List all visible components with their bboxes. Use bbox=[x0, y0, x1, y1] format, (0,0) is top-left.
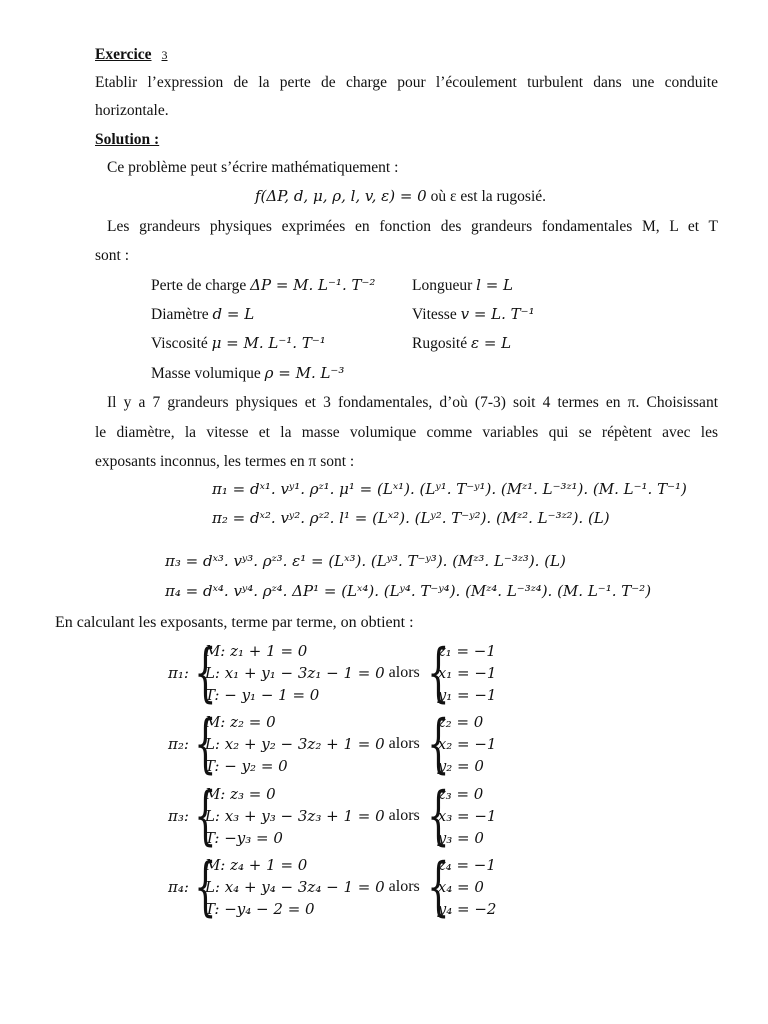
quantity-expr: d = L bbox=[212, 305, 255, 323]
quantity-longueur bbox=[412, 276, 513, 295]
system-pi-1 bbox=[168, 636, 497, 710]
quantity-label: Rugosité bbox=[412, 335, 468, 352]
main-equation-tail: où ε est la rugosié. bbox=[430, 188, 547, 205]
system-res: x₃ = −1 bbox=[437, 807, 497, 825]
alors-word: alors bbox=[388, 807, 420, 824]
left-brace-icon: { bbox=[426, 707, 450, 781]
system-res: x₁ = −1 bbox=[437, 664, 497, 682]
system-res: z₁ = −1 bbox=[437, 642, 496, 660]
quantity-label: Diamètre bbox=[151, 306, 209, 323]
system-res: y₂ = 0 bbox=[437, 757, 484, 775]
quantity-expr: ρ = M. L⁻³ bbox=[264, 364, 345, 382]
system-equations bbox=[205, 783, 385, 849]
quantity-label: Viscosité bbox=[151, 335, 208, 352]
pi-term-1: π₁ = dˣ¹. vʸ¹. ρᶻ¹. μ¹ = (Lˣ¹). (Lʸ¹. T⁻ʸ¹). (Mᶻ¹. L⁻³ᶻ¹). (M. L⁻¹. T⁻¹) bbox=[212, 480, 687, 498]
alors-word: alors bbox=[388, 878, 420, 895]
main-equation bbox=[255, 187, 546, 206]
system-equations bbox=[205, 711, 385, 777]
system-eq: M: z₄ + 1 = 0 bbox=[204, 856, 308, 874]
quantity-expr: v = L. T⁻¹ bbox=[460, 305, 535, 323]
quantity-masse-volumique bbox=[151, 364, 344, 383]
quantity-perte-de-charge bbox=[151, 276, 375, 295]
system-pi-4 bbox=[168, 850, 497, 924]
system-res: z₂ = 0 bbox=[437, 713, 484, 731]
left-brace-icon: { bbox=[194, 850, 217, 924]
exercise-number: 3 bbox=[161, 48, 168, 62]
exercise-title: Exercice bbox=[95, 46, 152, 63]
system-eq: L: x₂ + y₂ − 3z₂ + 1 = 0 bbox=[204, 735, 385, 753]
exponent-intro: En calculant les exposants, terme par terme, on obtient : bbox=[55, 614, 414, 631]
system-eq: T: −y₃ = 0 bbox=[204, 829, 283, 847]
system-equations bbox=[205, 640, 385, 706]
system-res: x₂ = −1 bbox=[437, 735, 497, 753]
pi-term-2: π₂ = dˣ². vʸ². ρᶻ². l¹ = (Lˣ²). (Lʸ². T⁻ʸ²). (Mᶻ². L⁻³ᶻ²). (L) bbox=[212, 509, 610, 527]
system-eq: L: x₁ + y₁ − 3z₁ − 1 = 0 bbox=[204, 664, 385, 682]
paragraph-line-1: Il y a 7 grandeurs physiques et 3 fondamentales, d’où (7-3) soit 4 termes en π. Choisissant bbox=[107, 394, 718, 411]
quantity-label: Longueur bbox=[412, 277, 473, 294]
system-res: z₃ = 0 bbox=[437, 785, 484, 803]
left-brace-icon: { bbox=[426, 636, 450, 710]
system-pi-3 bbox=[168, 779, 497, 853]
system-res: y₄ = −2 bbox=[437, 900, 497, 918]
pi-term-4: π₄ = dˣ⁴. vʸ⁴. ρᶻ⁴. ΔP¹ = (Lˣ⁴). (Lʸ⁴. T⁻ʸ⁴). (Mᶻ⁴. L⁻³ᶻ⁴). (M. L⁻¹. T⁻²) bbox=[165, 582, 652, 600]
statement-line-2: horizontale. bbox=[95, 102, 169, 119]
solution-title: Solution : bbox=[95, 131, 160, 148]
grandeurs-line-2: sont : bbox=[95, 247, 130, 264]
grandeurs-line-1: Les grandeurs physiques exprimées en fonction des grandeurs fondamentales M, L et T bbox=[107, 218, 718, 235]
system-eq: M: z₂ = 0 bbox=[204, 713, 276, 731]
quantity-expr: μ = M. L⁻¹. T⁻¹ bbox=[211, 334, 326, 352]
quantity-rugosite bbox=[412, 334, 511, 353]
system-res: x₄ = 0 bbox=[437, 878, 484, 896]
system-res: y₃ = 0 bbox=[437, 829, 484, 847]
solution-intro: Ce problème peut s’écrire mathématiquement : bbox=[107, 159, 399, 176]
quantity-label: Masse volumique bbox=[151, 365, 261, 382]
quantity-label: Vitesse bbox=[412, 306, 457, 323]
pi-term-3: π₃ = dˣ³. vʸ³. ρᶻ³. ε¹ = (Lˣ³). (Lʸ³. T⁻ʸ³). (Mᶻ³. L⁻³ᶻ³). (L) bbox=[165, 552, 566, 570]
quantity-viscosite bbox=[151, 334, 326, 353]
system-label: π₁: bbox=[168, 664, 189, 682]
quantity-label: Perte de charge bbox=[151, 277, 247, 294]
quantity-expr: l = L bbox=[476, 276, 514, 294]
quantity-vitesse bbox=[412, 305, 535, 324]
exercise-heading bbox=[95, 46, 168, 64]
left-brace-icon: { bbox=[194, 779, 217, 853]
system-label: π₃: bbox=[168, 807, 189, 825]
system-label: π₄: bbox=[168, 878, 189, 896]
left-brace-icon: { bbox=[426, 779, 450, 853]
alors-word: alors bbox=[388, 664, 420, 681]
left-brace-icon: { bbox=[426, 850, 450, 924]
system-eq: M: z₃ = 0 bbox=[204, 785, 276, 803]
system-label: π₂: bbox=[168, 735, 189, 753]
system-eq: M: z₁ + 1 = 0 bbox=[204, 642, 308, 660]
system-res: y₁ = −1 bbox=[437, 686, 497, 704]
statement-line-1: Etablir l’expression de la perte de charge pour l’écoulement turbulent dans une conduite bbox=[95, 74, 718, 91]
system-eq: L: x₄ + y₄ − 3z₄ − 1 = 0 bbox=[204, 878, 385, 896]
system-pi-2 bbox=[168, 707, 497, 781]
system-eq: L: x₃ + y₃ − 3z₃ + 1 = 0 bbox=[204, 807, 385, 825]
system-eq: T: − y₁ − 1 = 0 bbox=[204, 686, 320, 704]
quantity-expr: ΔP = M. L⁻¹. T⁻² bbox=[250, 276, 376, 294]
system-eq: T: −y₄ − 2 = 0 bbox=[204, 900, 315, 918]
quantity-expr: ε = L bbox=[471, 334, 512, 352]
paragraph-line-3: exposants inconnus, les termes en π sont : bbox=[95, 453, 355, 470]
paragraph-line-2: le diamètre, la vitesse et la masse volumique comme variables qui se répètent avec les bbox=[95, 424, 718, 441]
system-equations bbox=[205, 854, 385, 920]
quantity-diametre bbox=[151, 305, 254, 324]
alors-word: alors bbox=[388, 735, 420, 752]
system-res: z₄ = −1 bbox=[437, 856, 496, 874]
system-eq: T: − y₂ = 0 bbox=[204, 757, 288, 775]
left-brace-icon: { bbox=[194, 636, 217, 710]
main-equation-formula: f(ΔP, d, μ, ρ, l, v, ε) = 0 bbox=[255, 187, 427, 205]
left-brace-icon: { bbox=[194, 707, 217, 781]
